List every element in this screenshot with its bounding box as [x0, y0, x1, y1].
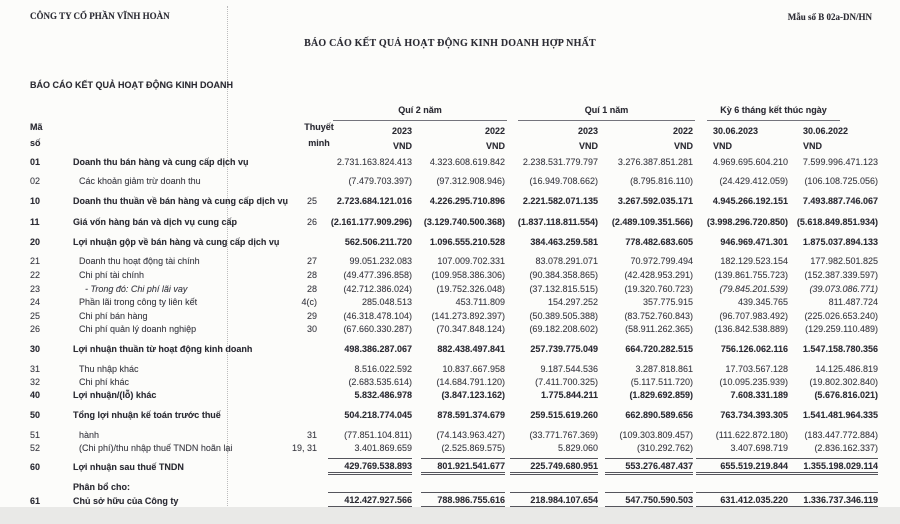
cell-6m-2023: (24.429.412.059) [719, 176, 788, 186]
col-header-q1-2022: 2022 [672, 126, 693, 136]
cell-q2-2022: (19.752.326.048) [436, 284, 505, 294]
note-column-header-line1: Thuyết [304, 122, 334, 132]
row-note-ref: 4(c) [301, 297, 317, 307]
cell-q1-2023: 2.238.531.779.797 [522, 157, 598, 167]
cell-q1-2023: 257.739.775.049 [530, 344, 598, 354]
cell-6m-2023: 946.969.471.301 [720, 237, 788, 247]
cell-6m-2023: 7.608.331.189 [730, 390, 788, 400]
cell-6m-2022: (39.073.086.771) [809, 284, 878, 294]
cell-q1-2022: (19.320.760.723) [624, 284, 693, 294]
cell-q2-2023: (77.851.104.811) [344, 430, 412, 440]
cell-q1-2022: 547.750.590.503 [605, 492, 693, 509]
cell-q2-2023: 8.516.022.592 [354, 364, 412, 374]
cell-6m-2023: 756.126.062.116 [720, 344, 788, 354]
table-row-51 [0, 430, 900, 443]
cell-q2-2022: (74.143.963.427) [436, 430, 505, 440]
row-note-ref: 25 [306, 196, 317, 206]
table-row-26 [0, 324, 900, 337]
cell-q2-2022: (141.273.892.397) [431, 311, 505, 321]
cell-q1-2023: 5.829.060 [557, 443, 598, 453]
cell-q2-2023: 504.218.774.045 [344, 410, 412, 420]
row-code: 30 [30, 344, 41, 354]
cell-6m-2022: (19.802.302.840) [809, 377, 878, 387]
row-label: Các khoản giảm trừ doanh thu [79, 176, 201, 186]
cell-q1-2022: 778.482.683.605 [625, 237, 693, 247]
cell-q1-2023: (69.182.208.602) [529, 324, 598, 334]
row-label: Lợi nhuận/(lỗ) khác [73, 390, 157, 400]
cell-q1-2023: (90.384.358.865) [529, 270, 598, 280]
row-note-ref: 28 [306, 284, 317, 294]
row-code: 50 [30, 410, 41, 420]
cell-q2-2022: 453.711.809 [455, 297, 505, 307]
currency-label: VND [673, 141, 693, 151]
row-code: 25 [30, 311, 41, 321]
scan-edge-strip [0, 507, 900, 524]
report-title: BÁO CÁO KẾT QUẢ HOẠT ĐỘNG KINH DOANH HỢP NHẤT [304, 38, 596, 49]
cell-q1-2023: 218.984.107.654 [510, 492, 598, 509]
cell-6m-2022: 7.599.996.471.123 [802, 157, 878, 167]
group-header-q2: Quí 2 năm [333, 105, 507, 121]
cell-q1-2023: 83.078.291.071 [535, 256, 598, 266]
cell-q1-2022: (2.489.109.351.566) [611, 217, 693, 227]
cell-q1-2022: (83.752.760.843) [624, 311, 693, 321]
cell-q2-2023: 562.506.211.720 [344, 237, 412, 247]
cell-q2-2022: 1.096.555.210.528 [429, 237, 505, 247]
table-row-30 [0, 344, 900, 357]
row-label: Phân bổ cho: [73, 482, 130, 492]
cell-q2-2022: (109.958.386.306) [431, 270, 505, 280]
section-title: BÁO CÁO KẾT QUẢ HOẠT ĐỘNG KINH DOANH [30, 80, 233, 90]
cell-6m-2023: 182.129.523.154 [720, 256, 788, 266]
cell-6m-2022: 177.982.501.825 [810, 256, 878, 266]
cell-q2-2022: (3.129.740.500.368) [423, 217, 505, 227]
cell-q1-2022: 3.267.592.035.171 [617, 196, 693, 206]
row-code: 11 [30, 217, 40, 227]
col-header-6m-2023: 30.06.2023 [713, 126, 759, 136]
col-header-q2-2022: 2022 [484, 126, 505, 136]
cell-6m-2022: 1.355.198.029.114 [786, 458, 878, 475]
cell-6m-2023: (136.842.538.889) [714, 324, 788, 334]
row-label: Thu nhập khác [79, 364, 139, 374]
cell-6m-2022: (5.676.816.021) [814, 390, 878, 400]
cell-q2-2022: 788.986.755.616 [421, 492, 505, 509]
cell-q2-2022: 10.837.667.958 [442, 364, 505, 374]
row-code: 32 [30, 377, 41, 387]
cell-q2-2022: 4.323.608.619.842 [429, 157, 505, 167]
currency-label: VND [578, 141, 598, 151]
currency-label: VND [713, 141, 733, 151]
table-row-10 [0, 196, 900, 209]
cell-6m-2022: (225.026.653.240) [804, 311, 878, 321]
table-row-02 [0, 176, 900, 189]
cell-q1-2022: 70.972.799.494 [630, 256, 693, 266]
cell-q2-2022: (3.847.123.162) [441, 390, 505, 400]
cell-q1-2023: (1.837.118.811.554) [517, 217, 598, 227]
col-header-q2-2023: 2023 [391, 126, 412, 136]
cell-q1-2022: (1.829.692.859) [629, 390, 693, 400]
row-code: 26 [30, 324, 41, 334]
cell-q1-2022: (5.117.511.720) [630, 377, 693, 387]
row-label: Chi phí bán hàng [79, 311, 148, 321]
row-label: Chi phí khác [79, 377, 130, 387]
cell-q2-2023: (46.318.478.104) [343, 311, 412, 321]
table-row-60 [0, 462, 900, 475]
cell-6m-2023: (96.707.983.492) [719, 311, 788, 321]
cell-q1-2023: (7.411.700.325) [535, 377, 598, 387]
cell-6m-2023: (10.095.235.939) [719, 377, 788, 387]
cell-6m-2022: 811.487.724 [828, 297, 878, 307]
col-header-q1-2023: 2023 [577, 126, 598, 136]
cell-q1-2022: 3.276.387.851.281 [617, 157, 693, 167]
note-column-header-line2: minh [308, 138, 330, 148]
cell-q1-2022: 664.720.282.515 [625, 344, 693, 354]
cell-q1-2023: 225.749.680.951 [510, 458, 598, 475]
cell-q2-2023: (7.479.703.397) [348, 176, 412, 186]
cell-q2-2023: 498.386.287.067 [344, 344, 412, 354]
cell-6m-2022: (152.387.339.597) [804, 270, 878, 280]
scan-fold-line [227, 6, 228, 506]
cell-6m-2023: (3.998.296.720.850) [706, 217, 788, 227]
cell-q2-2022: (2.525.869.575) [441, 443, 505, 453]
table-row-32 [0, 377, 900, 390]
cell-q1-2022: (310.292.762) [636, 443, 693, 453]
cell-q2-2022: 878.591.374.679 [437, 410, 505, 420]
cell-q2-2023: (2.683.535.614) [348, 377, 412, 387]
cell-q1-2022: 553.276.487.437 [605, 458, 693, 475]
row-note-ref: 29 [306, 311, 317, 321]
cell-6m-2023: 763.734.393.305 [720, 410, 788, 420]
row-note-ref: 26 [306, 217, 317, 227]
row-label: Lợi nhuận thuần từ hoạt động kinh doanh [73, 344, 253, 354]
row-code: 01 [30, 157, 41, 167]
row-note-ref: 28 [306, 270, 317, 280]
cell-q1-2023: (33.771.767.369) [529, 430, 598, 440]
cell-6m-2022: 7.493.887.746.067 [802, 196, 878, 206]
cell-q1-2023: (50.389.505.388) [529, 311, 598, 321]
cell-q2-2022: (97.312.908.946) [436, 176, 505, 186]
cell-q2-2023: 3.401.869.659 [354, 443, 412, 453]
row-note-ref: 19, 31 [291, 443, 317, 453]
row-label: Phần lãi trong công ty liên kết [79, 297, 198, 307]
cell-6m-2022: 14.125.486.819 [815, 364, 878, 374]
row-code: 10 [30, 196, 41, 206]
table-row-23 [0, 284, 900, 297]
row-code: 24 [30, 297, 41, 307]
cell-q1-2022: 3.287.818.861 [635, 364, 693, 374]
row-code: 22 [30, 270, 41, 280]
cell-q2-2022: 882.438.497.841 [437, 344, 505, 354]
row-note-ref: 31 [306, 430, 317, 440]
table-row-24 [0, 297, 900, 310]
row-label: Lợi nhuận sau thuế TNDN [73, 462, 184, 472]
row-code: 02 [30, 176, 41, 186]
cell-q1-2022: (109.303.809.457) [619, 430, 693, 440]
cell-q2-2022: 801.921.541.677 [421, 458, 505, 475]
row-note-ref: 27 [306, 256, 317, 266]
table-row-25 [0, 311, 900, 324]
cell-q2-2023: (2.161.177.909.296) [330, 217, 412, 227]
group-header-q1: Quí 1 năm [518, 105, 695, 121]
row-label: Doanh thu hoạt động tài chính [79, 256, 200, 266]
company-name: CÔNG TY CỔ PHẦN VĨNH HOÀN [30, 11, 170, 21]
cell-q2-2023: (49.477.396.858) [343, 270, 412, 280]
row-code: 40 [30, 390, 41, 400]
row-label: Chủ sở hữu của Công ty [73, 496, 179, 506]
row-label: - Trong đó: Chi phí lãi vay [85, 284, 188, 294]
row-code: 60 [30, 462, 41, 472]
row-code: 20 [30, 237, 41, 247]
row-label: Doanh thu thuần về bán hàng và cung cấp dịch vụ [73, 196, 289, 206]
cell-q1-2022: (58.911.262.365) [625, 324, 693, 334]
form-number: Mẫu số B 02a-DN/HN [787, 12, 872, 22]
row-code: 61 [30, 496, 41, 506]
col-header-6m-2022: 30.06.2022 [803, 126, 849, 136]
cell-6m-2023: (139.861.755.723) [714, 270, 788, 280]
cell-q2-2023: (42.712.386.024) [343, 284, 412, 294]
cell-q1-2023: 384.463.259.581 [530, 237, 598, 247]
cell-q2-2022: 4.226.295.710.896 [429, 196, 505, 206]
cell-q2-2023: 412.427.927.566 [328, 492, 412, 509]
cell-q2-2023: 5.832.486.978 [354, 390, 412, 400]
cell-q2-2023: 2.723.684.121.016 [336, 196, 412, 206]
cell-q1-2022: (8.795.816.110) [630, 176, 693, 186]
table-row-01 [0, 157, 900, 170]
currency-label: VND [392, 141, 412, 151]
currency-label: VND [485, 141, 505, 151]
cell-6m-2023: 631.412.035.220 [696, 492, 788, 509]
cell-6m-2023: (79.845.201.539) [719, 284, 788, 294]
code-column-header-line2: số [30, 138, 41, 148]
cell-q1-2023: 259.515.619.260 [530, 410, 598, 420]
cell-q2-2023: 285.048.513 [361, 297, 412, 307]
cell-6m-2023: 17.703.567.128 [725, 364, 788, 374]
cell-q1-2022: 662.890.589.656 [625, 410, 693, 420]
row-code: 52 [30, 443, 41, 453]
cell-q1-2023: (37.132.815.515) [529, 284, 598, 294]
cell-q1-2023: 9.187.544.536 [540, 364, 598, 374]
group-header-6m: Kỳ 6 tháng kết thúc ngày [707, 105, 840, 121]
table-row-11 [0, 217, 900, 230]
cell-q2-2022: (70.347.848.124) [436, 324, 505, 334]
row-label: Doanh thu bán hàng và cung cấp dịch vụ [73, 157, 249, 167]
row-label: (Chi phí)/thu nhập thuế TNDN hoãn lại [79, 443, 233, 453]
cell-q1-2022: 357.775.915 [642, 297, 693, 307]
cell-6m-2023: 3.407.698.719 [730, 443, 788, 453]
cell-6m-2023: (111.622.872.180) [715, 430, 788, 440]
cell-6m-2023: 655.519.219.844 [696, 458, 788, 475]
cell-6m-2022: (2.836.162.337) [814, 443, 878, 453]
table-row-40 [0, 390, 900, 403]
cell-6m-2022: 1.547.158.780.356 [802, 344, 878, 354]
row-code: 21 [30, 256, 41, 266]
cell-6m-2023: 4.945.266.192.151 [712, 196, 788, 206]
cell-6m-2022: (183.447.772.884) [804, 430, 878, 440]
cell-6m-2022: 1.875.037.894.133 [802, 237, 878, 247]
row-code: 31 [30, 364, 41, 374]
row-code: 51 [30, 430, 41, 440]
cell-6m-2022: (5.618.849.851.934) [796, 217, 878, 227]
table-row-21 [0, 256, 900, 269]
table-row-52 [0, 443, 900, 456]
table-row-50 [0, 410, 900, 423]
cell-q1-2022: (42.428.953.291) [624, 270, 693, 280]
cell-6m-2023: 439.345.765 [737, 297, 788, 307]
code-column-header-line1: Mã [30, 122, 43, 132]
table-row-20 [0, 237, 900, 250]
row-label: Chi phí tài chính [79, 270, 145, 280]
currency-label: VND [803, 141, 823, 151]
table-row-31 [0, 364, 900, 377]
cell-q2-2022: (14.684.791.120) [436, 377, 505, 387]
cell-q1-2023: 154.297.252 [547, 297, 598, 307]
cell-q2-2023: 2.731.163.824.413 [336, 157, 412, 167]
cell-q1-2023: 2.221.582.071.135 [522, 196, 598, 206]
row-label: Tổng lợi nhuận kế toán trước thuế [73, 410, 221, 420]
row-code: 23 [30, 284, 41, 294]
cell-q2-2022: 107.009.702.331 [437, 256, 505, 266]
cell-q2-2023: (67.660.330.287) [343, 324, 412, 334]
cell-6m-2022: (106.108.725.056) [804, 176, 878, 186]
cell-q1-2023: 1.775.844.211 [540, 390, 598, 400]
cell-6m-2023: 4.969.695.604.210 [712, 157, 788, 167]
cell-q2-2023: 429.769.538.893 [328, 458, 412, 475]
cell-6m-2022: (129.259.110.489) [805, 324, 878, 334]
cell-6m-2022: 1.541.481.964.335 [802, 410, 878, 420]
cell-q2-2023: 99.051.232.083 [349, 256, 412, 266]
row-label: hành [79, 430, 100, 440]
table-row-22 [0, 270, 900, 283]
row-note-ref: 30 [306, 324, 317, 334]
row-label: Chi phí quản lý doanh nghiệp [79, 324, 197, 334]
row-label: Giá vốn hàng bán và dịch vụ cung cấp [73, 217, 238, 227]
cell-q1-2023: (16.949.708.662) [529, 176, 598, 186]
cell-6m-2022: 1.336.737.346.119 [786, 492, 878, 509]
row-label: Lợi nhuận gộp về bán hàng và cung cấp dịch vụ [73, 237, 280, 247]
